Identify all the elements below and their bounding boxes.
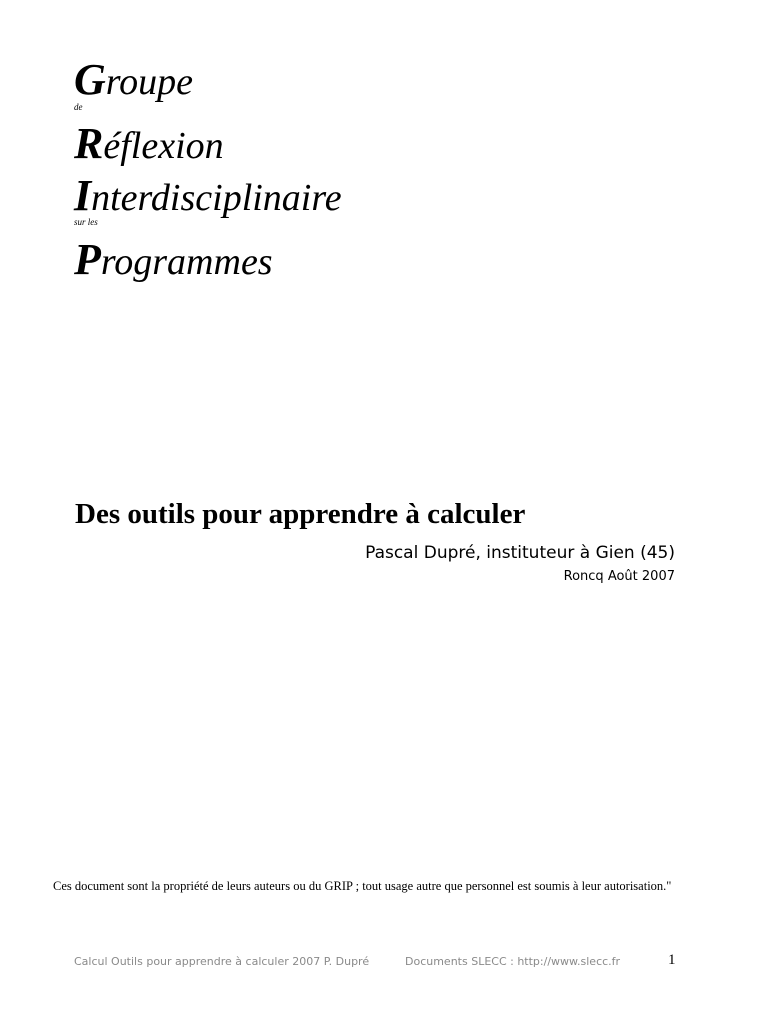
logo-initial: P [74,235,101,284]
logo-line-interdisciplinaire [74,171,342,220]
logo-word: éflexion [103,125,224,167]
logo-initial: I [74,171,92,220]
logo-word: rogrammes [100,241,273,283]
logo-word: roupe [105,61,194,103]
page-number: 1 [668,952,676,968]
logo-line-groupe [74,55,194,104]
footer-source-link: Documents SLECC : http://www.slecc.fr [405,955,621,968]
copyright-notice: Ces document sont la propriété de leurs auteurs ou du GRIP ; tout usage autre que personnel est soumis à leur autorisation." [53,879,672,893]
logo-connector: de [74,102,83,112]
logo-line-reflexion [74,119,224,168]
logo-initial: G [74,55,106,104]
footer-document-info: Calcul Outils pour apprendre à calculer 2007 P. Dupré [74,955,370,968]
document-author: Pascal Dupré, instituteur à Gien (45) [365,543,675,563]
document-title: Des outils pour apprendre à calculer [75,498,526,530]
logo-initial: R [74,119,104,168]
logo-line-programmes [74,235,273,284]
logo-word: nterdisciplinaire [91,177,342,219]
logo-connector: sur les [74,217,98,227]
document-date: Roncq Août 2007 [563,569,675,584]
